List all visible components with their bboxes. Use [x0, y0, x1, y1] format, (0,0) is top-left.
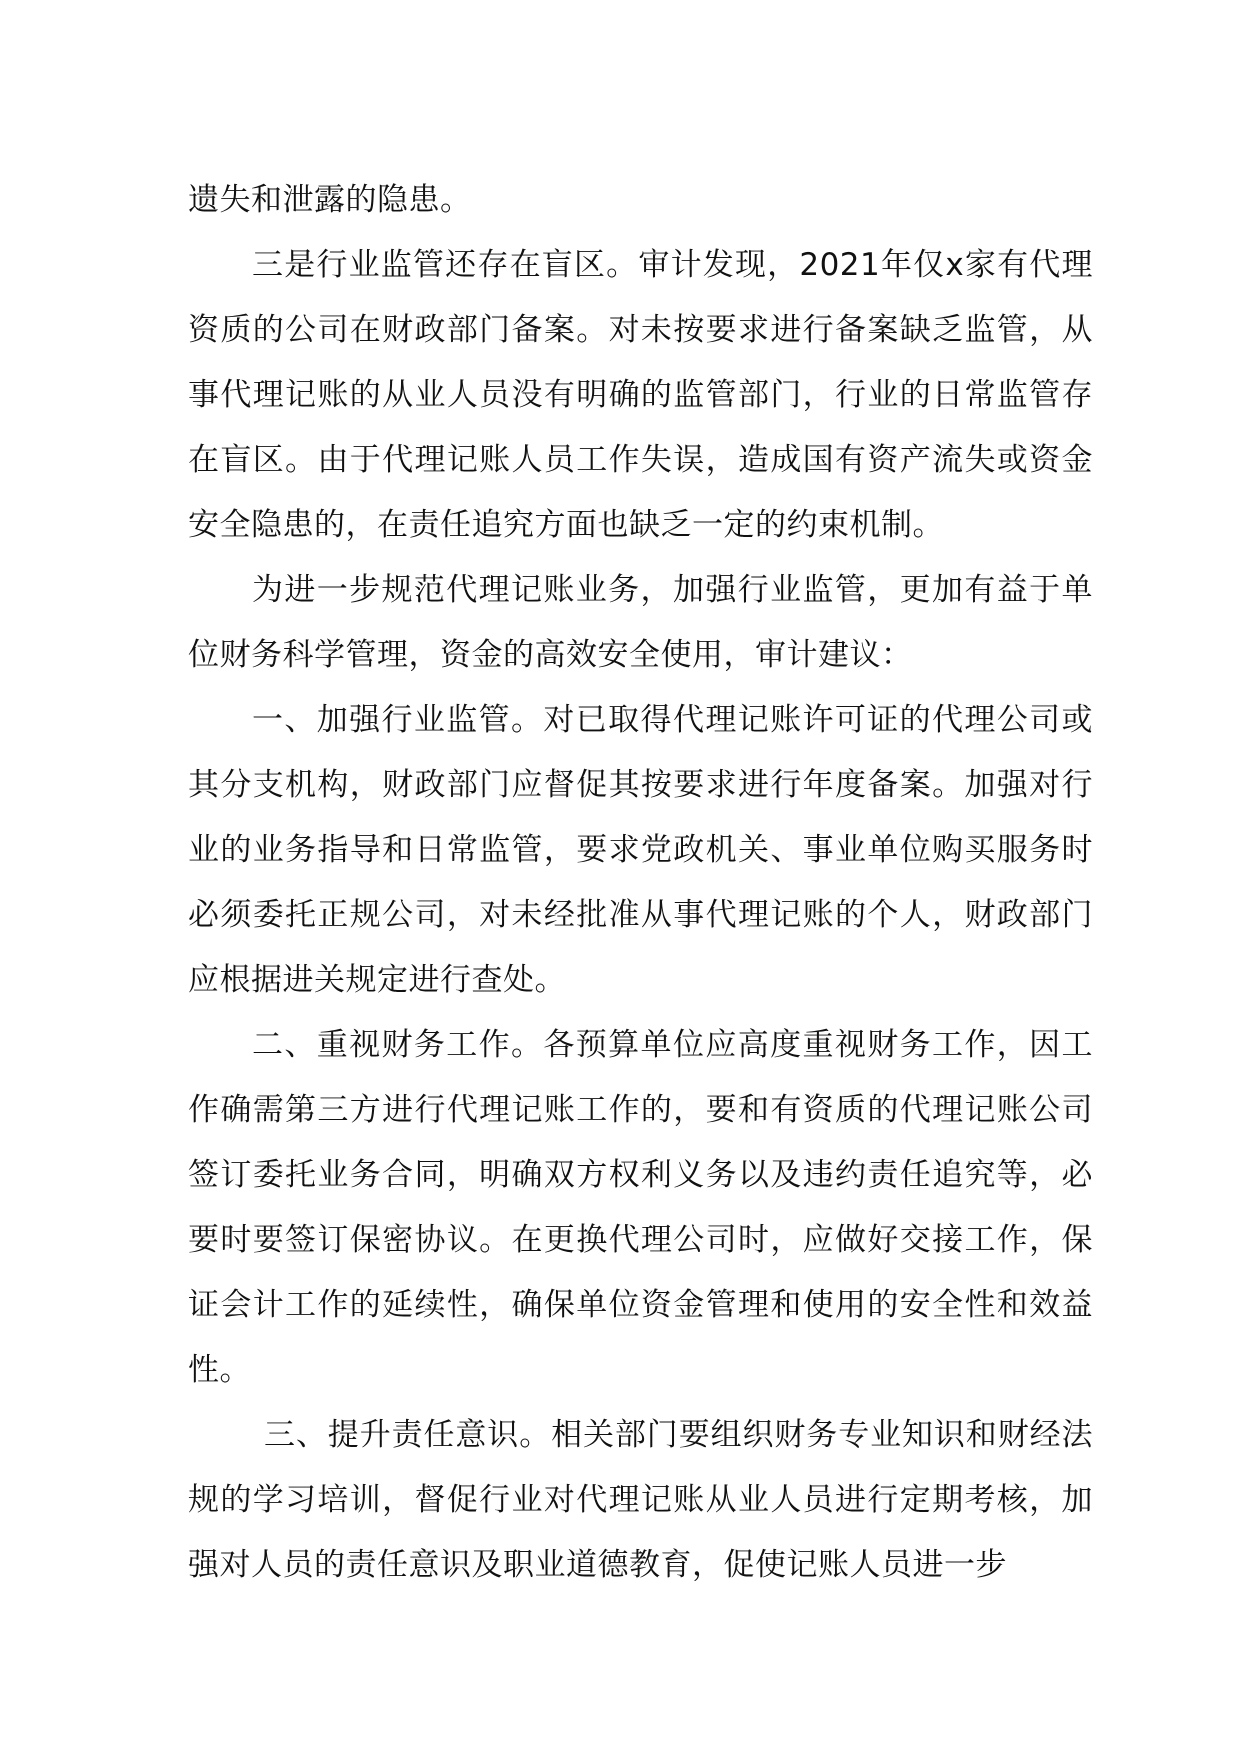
- paragraph-suggestion-1: 一、加强行业监管。对已取得代理记账许可证的代理公司或其分支机构，财政部门应督促其按要求进行年度备案。加强对行业的业务指导和日常监管，要求党政机关、事业单位购买服务时必须委托正规公司，对未经批准从事代理记账的个人，财政部门应根据进关规定进行查处。: [188, 702, 1093, 998]
- paragraph-regulatory-blind-spot: 三是行业监管还存在盲区。审计发现，2021年仅x家有代理资质的公司在财政部门备案。对未按要求进行备案缺乏监管，从事代理记账的从业人员没有明确的监管部门，行业的日常监管存在盲区。由于代理记账人员工作失误，造成国有资产流失或资金安全隐患的，在责任追究方面也缺乏一定的约束机制。: [188, 247, 1093, 543]
- paragraph-continuation: 遗失和泄露的隐患。: [188, 182, 472, 218]
- paragraph-suggestion-3: 三、提升责任意识。相关部门要组织财务专业知识和财经法规的学习培训，督促行业对代理记账从业人员进行定期考核，加强对人员的责任意识及职业道德教育，促使记账人员进一步: [188, 1417, 1093, 1583]
- document-body: [188, 168, 1093, 1598]
- paragraph-suggestion-2: 二、重视财务工作。各预算单位应高度重视财务工作，因工作确需第三方进行代理记账工作的，要和有资质的代理记账公司签订委托业务合同，明确双方权利义务以及违约责任追究等，必要时要签订保密协议。在更换代理公司时，应做好交接工作，保证会计工作的延续性，确保单位资金管理和使用的安全性和效益性。: [188, 1027, 1093, 1388]
- paragraph-audit-suggestions-intro: 为进一步规范代理记账业务，加强行业监管，更加有益于单位财务科学管理，资金的高效安全使用，审计建议：: [188, 572, 1093, 673]
